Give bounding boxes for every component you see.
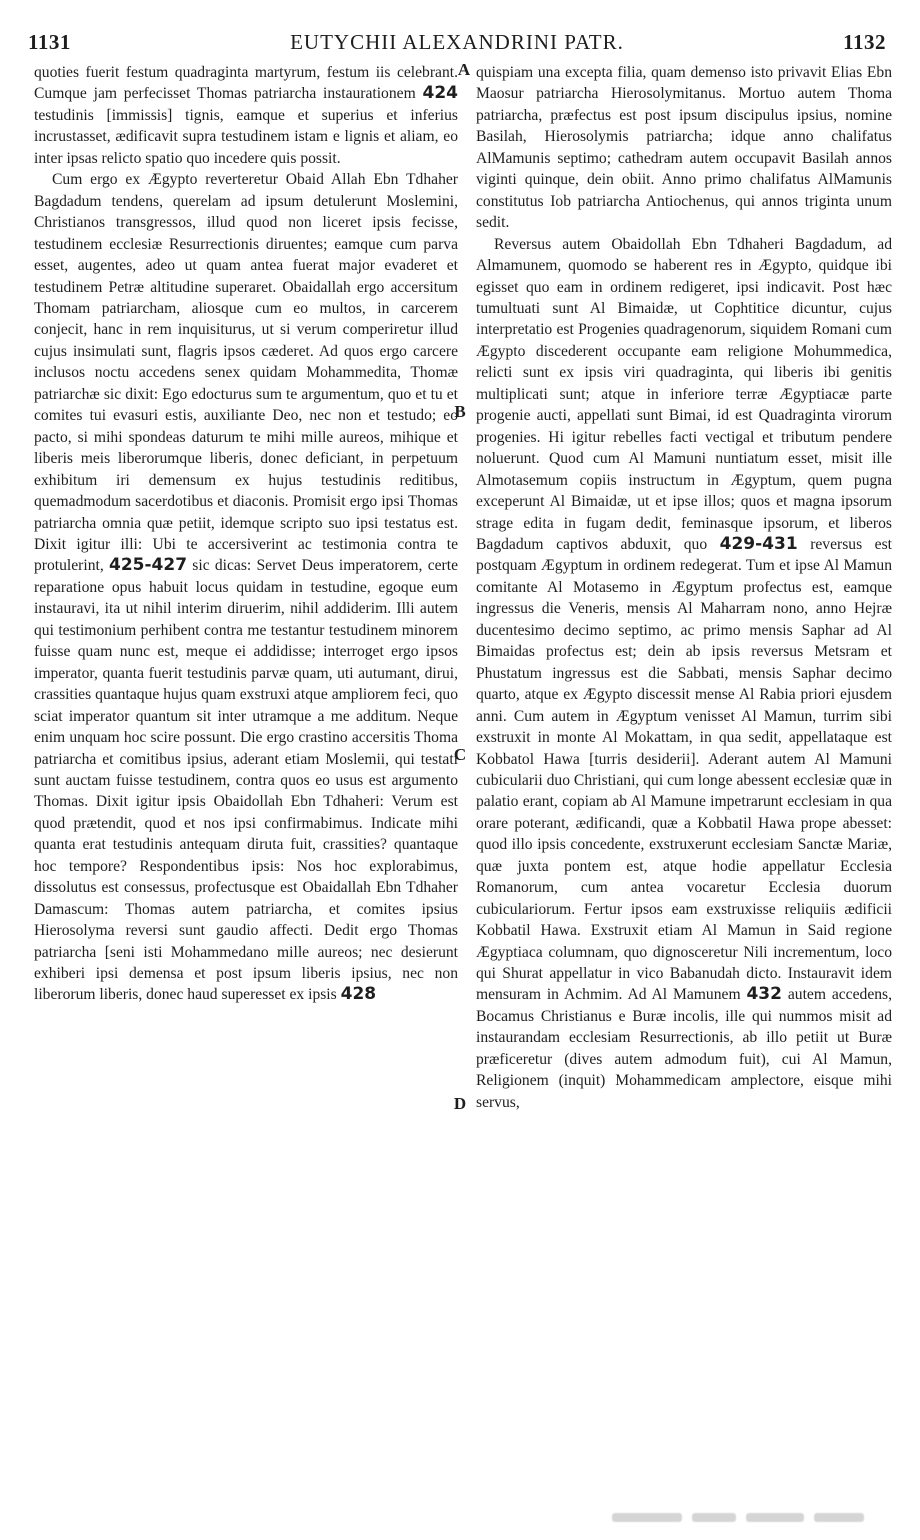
left-text-2a: Cum ergo ex Ægypto reverteretur Obaid Allah Ebn Tdhaher Bagdadum tendens, querelam ad ipsum detulerunt Moslemini, Christianos transgressos, illud quod non liceret ipsis fecisse, testudinem ecclesiæ Resurrectionis diruentes; eamque cum parva esset, augentes, adeo ut quam antea fuerat major evaderet et testudinem Petræ altitudine superaret. Obaidallah ergo accersitum Thomam patriarcham, aliosque cum eo multos, in carcerem conjecit, hanc in rem inquisiturus, ut si verum comperiretur illud cujus insimulati sunt, flagris ipsos cæderet. Ad quos ergo carcere inclusos noctu accedens senex quidam Mohammedita, Thomæ patriarchæ sic dixit: Ego edocturus sum te argumentum, quo et tu et comites tui evasuri estis, auxiliante Deo, nec non et testudo; eo pacto, si mihi spondeas daturum te mihi mille aureos, mihique et liberis meis liberorumque liberis, donec deficiant, in perpetuum exhibitum iri demensum ex hujus testudinis reditibus, quemadmodum sacerdotibus et diaconis. Promisit ergo ipsi Thomas patriarcha omnia quæ petiit, idemque scripto suo ipsi testatus est. Dixit igitur illi: Ubi te accersiverint ac testimonia contra te protulerint, xyxy=(34,171,458,575)
margin-letter-a: A xyxy=(457,60,471,79)
left-text-2b: sic dicas: Servet Deus imperatorem, certe reparatione opus habuit locus quidam in testudine, egoque eum instauravi, ita ut nihil interim diruerim, nihil addiderim. Illi autem qui testimonium perhibent contra me testantur testudinem minorem fuisse quam nunc est, meque ei addidisse; interroget ergo ipsos imperator, quanta fuerit testudinis parvæ quam, uti autumant, dirui, crassities quantaque hujus quam exstruxi atque ampliorem feci, quo sciat imperator quantum sit inter utramque a me additum. Neque enim unquam hoc scire possunt. Die ergo crastino accersitis Thoma patriarcha et comitibus ipsius, aderant etiam Moslemii, qui testati sunt auctam fuisse testudinem, contra quos eo usus est argumento Thomas. Dixit igitur ipsis Obaidollah Ebn Tdhaheri: Verum est quod prætendit, quod et nos ipsi confirmabimus. Indicate mihi quanta erat testudinis antequam diruta fuit, crassities? quantaque hoc tempore? Respondentibus ipsis: Nos hoc explorabimus, dissolutus est consessus, profectusque est Obaidallah Ebn Tdhaher Damascum: Thomas autem patriarcha, et comites ipsius Hierosolyma reversi sunt gaudio affecti. Dedit ergo Thomas patriarcha [seni isti Mohammedano mille aureos; nec desierunt exhiberi ipsi demensa et post ipsum liberis ipsius, nec non liberorum liberis, donec haud superesset ex ipsis xyxy=(34,557,458,1004)
running-header xyxy=(28,30,886,56)
page-number-right: 1132 xyxy=(843,30,886,54)
right-paragraph-2 xyxy=(476,234,892,1114)
margin-letter-b: B xyxy=(454,402,466,421)
right-text-2c: autem accedens, Bocamus Christianus e Buræ incolis, ille qui nummos misit ad instaurandam ecclesiam Resurrectionis, ab illo petiit ut Buræ præficeretur (dives autem admodum fuit), cui Al Mamun, Religionem (inquit) Mohammedicam amplectore, eisque mihi servus, xyxy=(476,986,893,1111)
column-number-429-431: 429-431 xyxy=(719,533,798,554)
right-text-2a: Reversus autem Obaidollah Ebn Tdhaheri Bagdadum, ad Almamunem, quomodo se haberent res in Ægypto, quidque ibi egisset quo eam in ordinem redigeret, ipsi indicavit. Post hæc tumultuati sunt Al Bimaidæ, ut Cophtitice dicuntur, cujus interpretatio est Progenies quadragenorum, siquidem Romani cum Ægypto discederent occupante eam religione Mohummedica, relicti sunt ex ipsis viri quadraginta, qui liberis ibi genitis multiplicati sunt; atque in inferiore terræ Ægyptiacæ parte progenie aucti, appellati sunt Bimai, id est Quadraginta virorum progenies. Hi igitur rebelles facti vectigal et tributum pendere noluerunt. Quod cum Al Mamuni nuntiatum esset, misit ille Almotasemum copiis instructum in Ægyptum, quem pugna exceperunt Al Bimaidæ, ut et ipse illos; quos et magna ipsorum strage edita in fugam dedit, feminasque ipsorum, et liberos Bagdadum captivos abduxit, quo xyxy=(476,235,892,553)
column-number-428: 428 xyxy=(340,984,377,1005)
right-text-2b: reversus est postquam Ægyptum in ordinem redegerat. Tum et ipse Al Mamun comitante Al Motasemo in Ægyptum profectus est, eamque ingressus die Veneris, mensis Al Maharram nono, anno Hejræ ducentesimo decimo septimo, ac primo mensis Saphar ad Al Bimaidas profectus est; dein ab ipsis reversus Metsram et Phustatum ingressus est die Sabbati, mensis Saphar decimo quarto, atque ex Ægypto discessit mense Al Rabia priori ejusdem anni. Cum autem in Ægyptum venisset Al Mamun, turrim sibi exstruxit in monte Al Mokattam, in qua sedit, appellataque est Kobbatol Hawa [turris desiderii]. Aderant autem Al Mamuni cubicularii duo Christiani, qui cum longe abessent ecclesiæ quæ in palatio erant, copiam ab Al Mamune impetrarunt ecclesiam in qua orare poterant, ædificandi, quæ a Kobbatil Hawa prope abesset: quod illo ipsis concedente, exstruxerunt ecclesiam Sanctæ Mariæ, quæ juxta pontem est, atque hodie appellatur Ecclesia Romanorum, cum antea vocaretur Ecclesia duorum cubiculariorum. Fertur ipsos eam exstruxisse reliquiis ædificii Kobbatil Hawa. Exstruxit etiam Al Mamun in Said regione Ægyptiaca columnam, quo dignosceretur Nili incrementum, loco qui Shurat appellatur in vico Babanudah dicto. Instauravit idem mensuram in Achmim. Ad Al Mamunem xyxy=(476,535,892,1004)
right-paragraph-1 xyxy=(476,62,892,234)
right-text-1: quispiam una excepta filia, quam demenso isto privavit Elias Ebn Maosur patriarcha Hierosolymitanus. Mortuo autem Thoma patriarcha, præfectus est post ipsum discipulus ipsius, nomine Basilah, Hierosolymis patriarcha; idque anno chalifatus AlMamunis septimo; cathedram autem occupavit Basilah annos viginti quinque, dein obiit. Anno primo chalifatus AlMamunis constitutus Iob patriarcha Antiochenus, qui annos triginta unum sedit. xyxy=(476,64,892,232)
column-number-424: 424 xyxy=(422,83,458,104)
running-title: EUTYCHII ALEXANDRINI PATR. xyxy=(290,30,624,54)
margin-letter-d: D xyxy=(453,1094,467,1113)
library-stamp-smudge xyxy=(612,1508,880,1530)
margin-letter-c: C xyxy=(453,745,467,764)
left-column xyxy=(34,62,458,1006)
left-text-1b: testudinis [immissis] tignis, eamque et superius et inferius incrustasset, ædificavit supra testudinem istam e lignis et aliam, eo inter ipsas relicto spatio quo incedere quis possit. xyxy=(34,106,458,167)
left-text-1a: quoties fuerit festum quadraginta martyrum, festum iis celebrant. Cumque jam perfecisset Thomas patriarcha instaurationem xyxy=(34,64,458,103)
right-column xyxy=(476,62,892,1113)
column-number-432: 432 xyxy=(746,984,782,1005)
left-paragraph-1 xyxy=(34,62,458,169)
column-number-425-427: 425-427 xyxy=(109,555,188,576)
left-paragraph-2 xyxy=(34,169,458,1006)
page-number-left: 1131 xyxy=(28,30,71,54)
